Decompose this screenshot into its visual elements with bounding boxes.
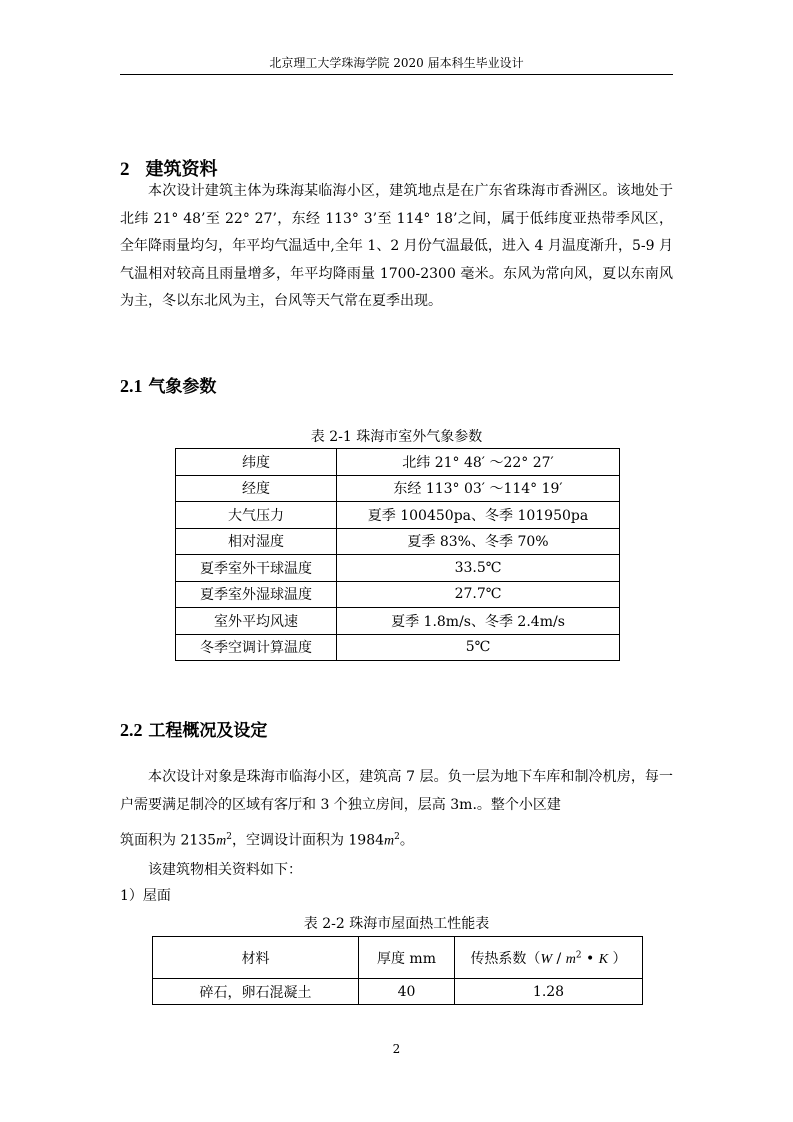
section-title: 建筑资料 [145,159,218,180]
section-title: 气象参数 [148,377,217,397]
unit-exp: 2 [226,832,232,842]
cell-coef: 1.28 [455,979,643,1005]
cell-parameter: 相对湿度 [176,528,337,555]
cell-value: 夏季 100450pa、冬季 101950pa [337,502,620,529]
header-thickness: 厚度 mm [359,937,455,979]
cell-value: 东经 113° 03′ ～114° 19′ [337,475,620,502]
page-number: 2 [392,1042,401,1056]
section-number: 2.1 [120,376,143,396]
table-row [176,608,620,635]
header-coef [455,937,643,979]
area-text-1: 筑面积为 2135 [120,832,217,849]
coef-suffix: ） [608,950,627,967]
table-header-row [153,937,643,979]
table-row [176,449,620,476]
area-text-2: ，空调设计面积为 1984 [231,832,385,849]
cell-material: 碎石，卵石混凝土 [153,979,359,1005]
cell-thickness: 40 [359,979,455,1005]
cell-value: 北纬 21° 48′ ～22° 27′ [337,449,620,476]
header-material: 材料 [153,937,359,979]
coef-k: K [598,951,609,967]
section-number: 2.2 [120,720,143,740]
table-2-1-caption: 表 2-1 珠海市室外气象参数 [310,429,483,445]
table-row [176,528,620,555]
cell-value: 33.5℃ [337,555,620,582]
paragraph-intro: 该建筑物相关资料如下： [148,862,302,878]
coef-exp: 2 [575,949,582,960]
coef-m: m [565,951,576,967]
paragraph-text: 本次设计建筑主体为珠海某临海小区，建筑地点是在广东省珠海市香洲区。该地处于北纬 21° 48’至 22° 27’，东经 113° 3’至 114° 18’之间，属于低纬度亚热带季风区，全年降雨量均匀，年平均气温适中,全年 1、2 月份气温最低，进入 4 月温度渐升，5-9 月气温相对较高且雨量增多，年平均降雨量 1700-2300 毫米。东风为常向风，夏以东南风为主，冬以东北风为主，台风等天气常在夏季出现。 [120,183,673,309]
table-row [176,581,620,608]
table-row [176,475,620,502]
cell-value: 5℃ [337,634,620,661]
coef-slash: / [552,950,566,967]
table-2-2 [152,936,643,1005]
section-2-2-paragraph [120,764,673,819]
cell-value: 夏季 1.8m/s、冬季 2.4m/s [337,608,620,635]
cell-parameter: 冬季空调计算温度 [176,634,337,661]
unit-exp: 2 [394,832,400,842]
cell-parameter: 纬度 [176,449,337,476]
cell-value: 夏季 83%、冬季 70% [337,528,620,555]
cell-parameter: 大气压力 [176,502,337,529]
cell-parameter: 经度 [176,475,337,502]
running-header: 北京理工大学珠海学院 2020 届本科生毕业设计 [269,56,524,70]
section-number: 2 [120,159,130,180]
section-2-paragraph [120,178,673,316]
cell-parameter: 夏季室外干球温度 [176,555,337,582]
table-row [153,979,643,1005]
cell-parameter: 夏季室外湿球温度 [176,581,337,608]
cell-value: 27.7℃ [337,581,620,608]
unit-m: m [384,833,395,849]
table-2-1-body [176,449,620,661]
cell-parameter: 室外平均风速 [176,608,337,635]
coef-w: W [540,951,553,967]
section-heading-2-1 [120,372,216,397]
list-item-roof: 1）屋面 [120,888,171,904]
area-line [120,824,414,855]
header-rule [120,74,673,75]
paragraph-text: 本次设计对象是珠海市临海小区，建筑高 7 层。负一层为地下车库和制冷机房，每一户需要满足制冷的区域有客厅和 3 个独立房间，层高 3m.。整个小区建 [120,769,673,813]
table-row [176,634,620,661]
coef-dot: • [581,950,599,967]
table-2-2-caption: 表 2-2 珠海市屋面热工性能表 [303,916,490,932]
table-row [176,555,620,582]
unit-m: m [216,833,227,849]
section-title: 工程概况及设定 [148,721,268,741]
section-heading-2-2 [120,716,267,741]
table-row [176,502,620,529]
table-2-1 [175,448,620,661]
area-text-3: 。 [399,832,414,849]
coef-prefix: 传热系数（ [470,950,541,967]
